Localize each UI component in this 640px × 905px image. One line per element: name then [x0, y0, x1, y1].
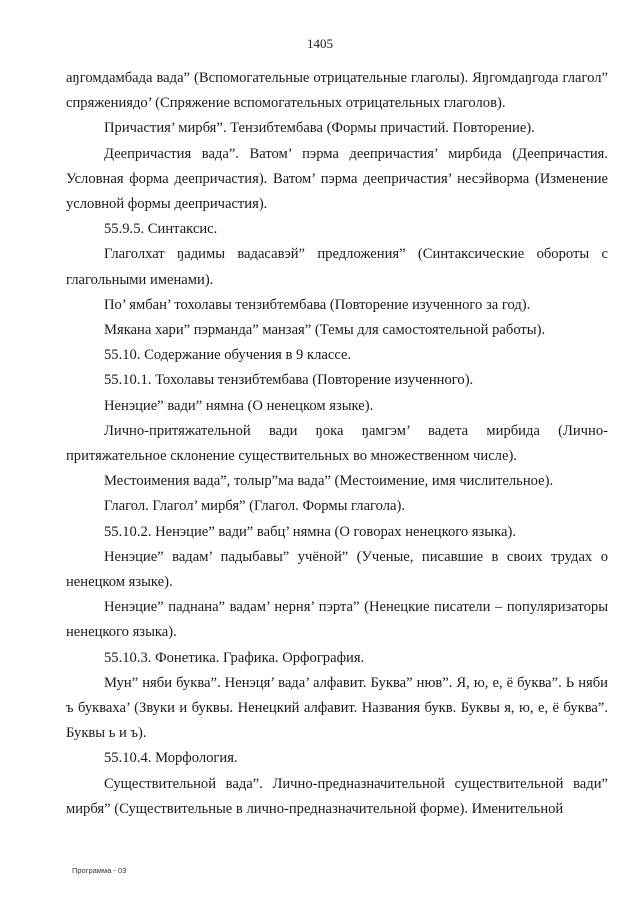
- document-body: [66, 66, 608, 822]
- section-heading-morphology: 55.10.4. Морфология.: [104, 750, 238, 767]
- paragraph-verb-forms: Глагол. Глагол’ мирбя” (Глагол. Формы глагола).: [104, 498, 406, 515]
- paragraph-pronouns-numerals: Местоимения вада”, толыр”ма вада” (Местоимение, имя числительное).: [104, 473, 554, 490]
- paragraph-about-language: Ненэцие” вади” нямна (О ненецком языке).: [104, 397, 374, 414]
- section-heading-review: 55.10.1. Тохолавы тензибтембава (Повторение изученного).: [104, 372, 474, 389]
- section-heading-syntax: 55.9.5. Синтаксис.: [104, 221, 218, 238]
- paragraph-continuation: аŋгомдамбада вада” (Вспомогательные отрицательные глаголы). Яŋгомдаŋгода глагол” спряжениядо’ (Спряжение вспомогательных отрицательных глаголов).: [66, 70, 608, 112]
- paragraph-participles: Причастия’ мирбя”. Тензибтембава (Формы причастий. Повторение).: [104, 120, 535, 137]
- paragraph-alphabet: Мун” няби буква”. Ненэця’ вада’ алфавит. Буква” нюв”. Я, ю, е, ё буква”. Ь няби ъ букваха’ (Звуки и буквы. Ненецкий алфавит. Названия букв. Буквы я, ю, е, ё буква”. Буквы ь и ъ).: [66, 674, 608, 742]
- paragraph-independent-work: Мякана хари” пэрманда” манзая” (Темы для самостоятельной работы).: [104, 322, 546, 339]
- paragraph-gerunds: Деепричастия вада”. Ватом’ пэрма деепричастия’ мирбида (Деепричастия. Условная форма деепричастия). Ватом’ пэрма деепричастия’ несэйворма (Изменение условной формы деепричастия).: [66, 145, 608, 213]
- paragraph-possessive-declension: Лично-притяжательной вади ŋока ŋамгэм’ вадета мирбида (Лично-притяжательное склонение существительных во множественном числе).: [66, 422, 608, 465]
- paragraph-scholars: Ненэцие” вадам’ падыбавы” учёной” (Ученые, писавшие в своих трудах о ненецком языке).: [66, 548, 608, 591]
- paragraph-year-review: По’ ямбан’ тохолавы тензибтембава (Повторение изученного за год).: [104, 296, 531, 313]
- page-number: 1405: [307, 36, 333, 51]
- section-heading-dialects: 55.10.2. Ненэцие” вади” вабц’ нямна (О говорах ненецкого языка).: [104, 523, 516, 540]
- footer-program-label: Программа - 03: [72, 866, 127, 875]
- section-heading-phonetics: 55.10.3. Фонетика. Графика. Орфография.: [104, 649, 365, 666]
- paragraph-nouns: Существительной вада”. Лично-предназначительной существительной вади” мирбя” (Существительные в лично-предназначительной форме). Именительной: [66, 775, 608, 817]
- paragraph-syntactic-constructions: Глаголхат ŋадимы вадасавэй” предложения” (Синтаксические обороты с глагольными именами).: [66, 246, 608, 288]
- paragraph-writers: Ненэцие” паднана” вадам’ нерня’ пэрта” (Ненецкие писатели – популяризаторы ненецкого языка).: [66, 599, 608, 641]
- section-heading-grade-9: 55.10. Содержание обучения в 9 классе.: [104, 347, 352, 364]
